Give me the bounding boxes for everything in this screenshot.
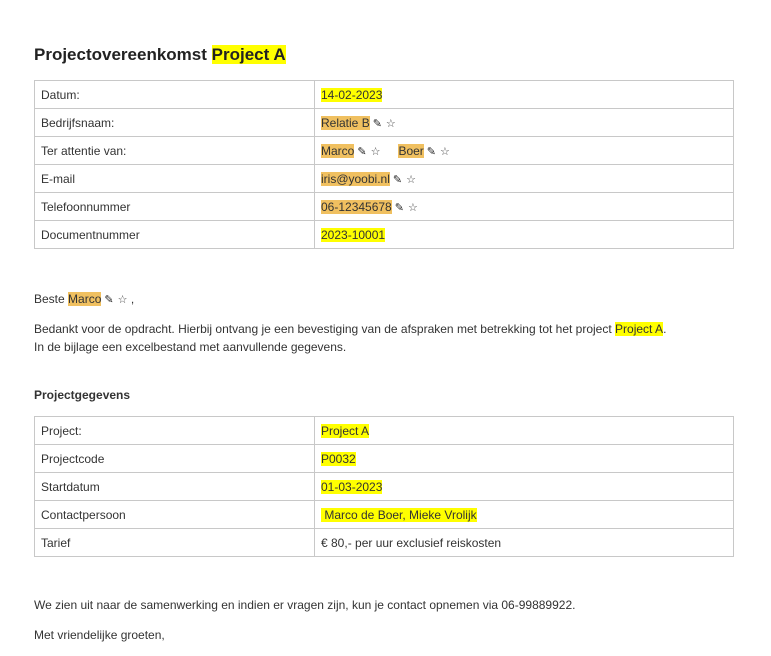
star-icon[interactable]: ☆ [407, 201, 418, 214]
star-icon[interactable]: ☆ [406, 173, 416, 186]
page-title [34, 45, 286, 65]
closing-line: We zien uit naar de samenwerking en indien er vragen zijn, kun je contact opnemen via 06-99889922. [34, 598, 576, 612]
intro-punct: . [663, 322, 667, 336]
row-label: E-mail [35, 165, 315, 193]
title-project-field[interactable]: Project A [211, 45, 286, 64]
row-value [315, 165, 734, 193]
row-label: Ter attentie van: [35, 137, 315, 165]
last-name-field[interactable]: Boer [398, 143, 424, 158]
project-code-field[interactable]: P0032 [321, 451, 356, 466]
title-prefix: Projectovereenkomst [34, 45, 207, 64]
row-label: Startdatum [35, 473, 315, 501]
table-row [35, 81, 734, 109]
row-value [315, 445, 734, 473]
table-row [35, 137, 734, 165]
company-field[interactable]: Relatie B [321, 115, 370, 130]
greeting [34, 290, 134, 309]
greeting-suffix: , [130, 292, 135, 306]
star-icon[interactable]: ☆ [370, 145, 381, 158]
table-row [35, 193, 734, 221]
row-value [315, 473, 734, 501]
start-date-field[interactable]: 01-03-2023 [321, 479, 383, 494]
sign-off: Met vriendelijke groeten, [34, 628, 165, 642]
first-name-field[interactable]: Marco [321, 143, 355, 158]
row-label: Tarief [35, 529, 315, 557]
intro-project-field[interactable]: Project A [615, 322, 664, 336]
pencil-icon[interactable]: ✎ [392, 173, 403, 186]
row-value [315, 137, 734, 165]
row-label: Project: [35, 417, 315, 445]
row-value [315, 81, 734, 109]
table-row [35, 529, 734, 557]
pencil-icon[interactable]: ✎ [104, 294, 114, 306]
document-number-field[interactable]: 2023-10001 [321, 227, 386, 242]
row-value [315, 501, 734, 529]
intro-paragraph [34, 320, 666, 356]
info-table [34, 80, 734, 249]
row-value [315, 417, 734, 445]
table-row [35, 473, 734, 501]
rate-value: € 80,- per uur exclusief reiskosten [315, 529, 734, 557]
email-field[interactable]: iris@yoobi.nl [321, 171, 390, 186]
project-table [34, 416, 734, 557]
row-label: Datum: [35, 81, 315, 109]
greeting-name-field[interactable]: Marco [68, 292, 102, 306]
project-field[interactable]: Project A [321, 423, 370, 438]
table-row [35, 221, 734, 249]
table-row [35, 445, 734, 473]
table-row [35, 501, 734, 529]
phone-field[interactable]: 06-12345678 [321, 199, 392, 214]
row-label: Contactpersoon [35, 501, 315, 529]
table-row [35, 417, 734, 445]
table-row [35, 109, 734, 137]
intro-line-1 [34, 320, 666, 338]
section-title: Projectgegevens [34, 388, 131, 402]
pencil-icon[interactable]: ✎ [372, 117, 382, 130]
row-label: Projectcode [35, 445, 315, 473]
pencil-icon[interactable]: ✎ [426, 145, 437, 158]
row-value [315, 221, 734, 249]
date-field[interactable]: 14-02-2023 [321, 87, 383, 102]
row-value [315, 193, 734, 221]
intro-text: Bedankt voor de opdracht. Hierbij ontvang je een bevestiging van de afspraken met betrekking tot het project [34, 322, 612, 336]
row-label: Telefoonnummer [35, 193, 315, 221]
pencil-icon[interactable]: ✎ [357, 145, 367, 158]
star-icon[interactable]: ☆ [440, 145, 450, 158]
star-icon[interactable]: ☆ [117, 294, 128, 306]
pencil-icon[interactable]: ✎ [394, 201, 404, 214]
intro-line-2: In de bijlage een excelbestand met aanvullende gegevens. [34, 340, 347, 354]
greeting-prefix: Beste [34, 292, 65, 306]
row-label: Documentnummer [35, 221, 315, 249]
row-value [315, 109, 734, 137]
row-label: Bedrijfsnaam: [35, 109, 315, 137]
contact-person-field[interactable]: Marco de Boer, Mieke Vrolijk [321, 507, 477, 522]
table-row [35, 165, 734, 193]
star-icon[interactable]: ☆ [385, 117, 396, 130]
